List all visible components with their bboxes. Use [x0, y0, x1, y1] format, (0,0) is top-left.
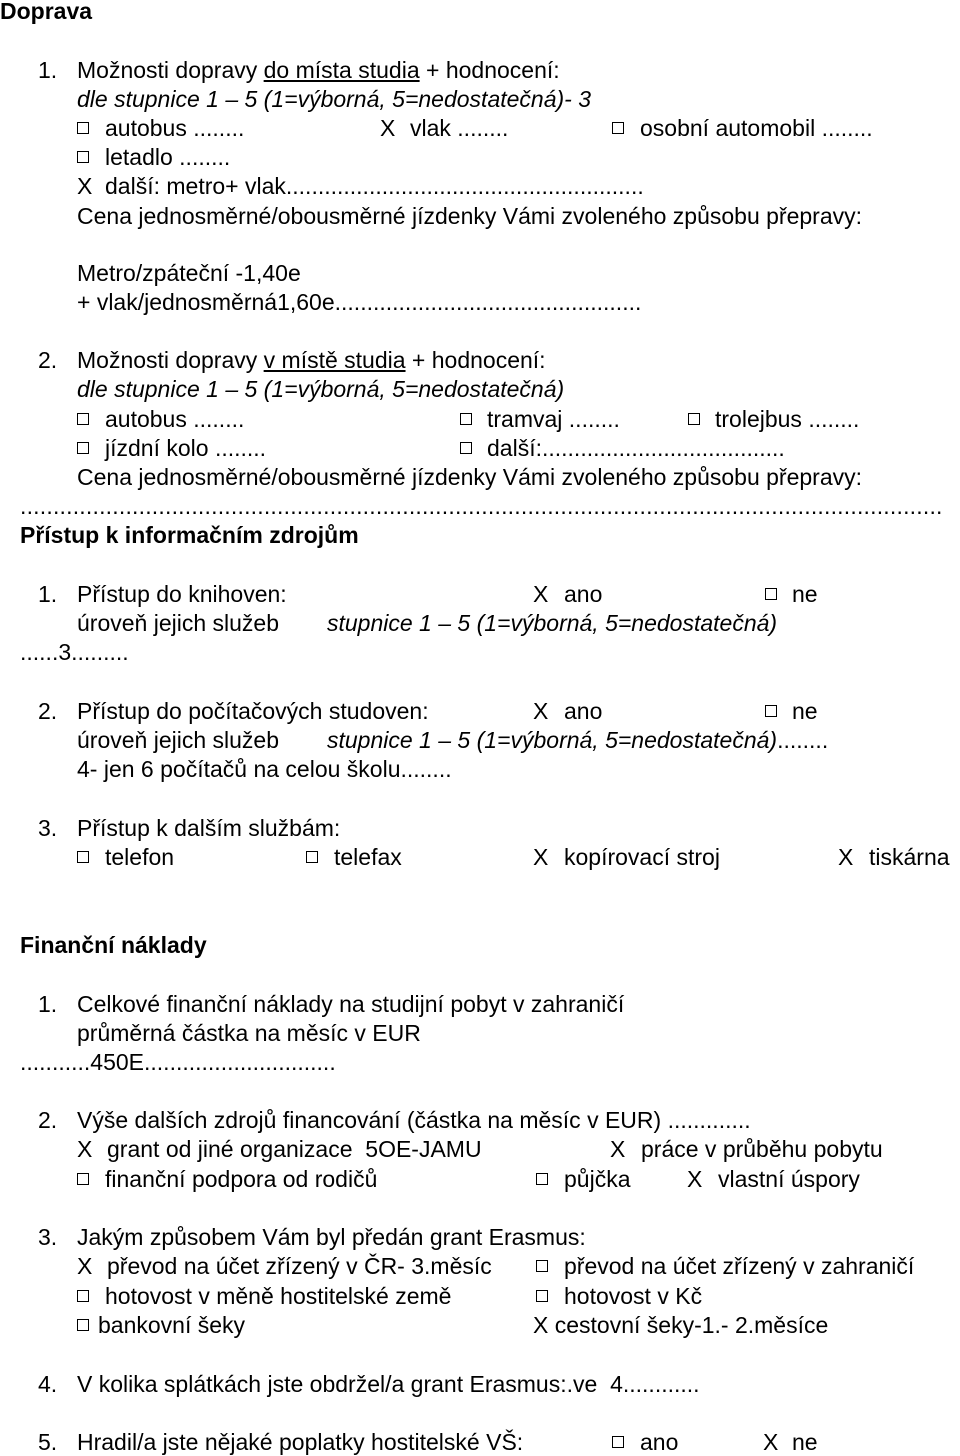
option-label: další:...................................... — [487, 435, 785, 461]
section-heading-doprava: Doprava — [0, 0, 93, 24]
option-label: telefax — [334, 844, 402, 870]
option-label: grant od jiné organizace 5OE-JAMU — [107, 1136, 482, 1162]
checkbox-hotovost-kc[interactable] — [536, 1290, 548, 1302]
question-number: 2. — [38, 347, 58, 373]
checkbox-tramvaj[interactable] — [460, 413, 472, 425]
question-number: 1. — [38, 581, 58, 607]
checkbox-bankovni-seky[interactable] — [77, 1319, 89, 1331]
question-number: 1. — [38, 57, 58, 83]
rating-scale: dle stupnice 1 – 5 (1=výborná, 5=nedostatečná)- 3 — [77, 86, 592, 112]
option-label: tiskárna — [869, 844, 950, 870]
checkbox-prevod-zahranici[interactable] — [536, 1260, 548, 1272]
option-label: vlastní úspory — [718, 1166, 860, 1192]
option-label: převod na účet zřízený v ČR- 3.měsíc — [107, 1253, 492, 1279]
rating-scale: stupnice 1 – 5 (1=výborná, 5=nedostatečná)........ — [327, 727, 829, 753]
option-label: ano — [564, 581, 603, 607]
section-heading-financni: Finanční náklady — [20, 932, 207, 958]
option-label: vlak ........ — [410, 115, 509, 141]
option-label: ano — [564, 698, 603, 724]
checkbox-osobni-automobil[interactable] — [612, 122, 624, 134]
checkbox-hotovost-zeme[interactable] — [77, 1290, 89, 1302]
question-text: Možnosti dopravy do místa studia + hodnocení: — [77, 57, 560, 83]
question-subtext: průměrná částka na měsíc v EUR — [77, 1020, 421, 1046]
question-text: Jakým způsobem Vám byl předán grant Erasmus: — [77, 1224, 586, 1250]
checkmark-x: X — [533, 581, 549, 607]
checkbox-autobus[interactable] — [77, 413, 89, 425]
section-heading-pristup: Přístup k informačním zdrojům — [20, 522, 359, 548]
question-text: Přístup k dalším službám: — [77, 815, 341, 841]
checkmark-x: X — [687, 1166, 703, 1192]
answer-text: + vlak/jednosměrná1,60e................................................ — [77, 289, 642, 315]
checkbox-jizdni-kolo[interactable] — [77, 442, 89, 454]
service-level-label: úroveň jejich služeb — [77, 727, 280, 753]
checkmark-x: X — [533, 698, 549, 724]
option-label: půjčka — [564, 1166, 631, 1192]
option-label: autobus ........ — [105, 406, 245, 432]
question-number: 1. — [38, 991, 58, 1017]
option-label: ne — [792, 581, 818, 607]
question-number: 2. — [38, 698, 58, 724]
option-label: trolejbus ........ — [715, 406, 860, 432]
option-label: tramvaj ........ — [487, 406, 620, 432]
question-text: Možnosti dopravy v místě studia + hodnocení: — [77, 347, 546, 373]
answer-text: ...........450E.............................. — [20, 1049, 336, 1075]
checkbox-ano[interactable] — [612, 1436, 624, 1448]
checkbox-letadlo[interactable] — [77, 151, 89, 163]
checkbox-telefax[interactable] — [306, 851, 318, 863]
option-label: bankovní šeky — [98, 1312, 246, 1338]
checkmark-x: X — [77, 173, 93, 199]
checkmark-x: X — [533, 844, 549, 870]
checkmark-x: X — [838, 844, 854, 870]
answer-text: Metro/zpáteční -1,40e — [77, 260, 301, 286]
service-level-label: úroveň jejich služeb — [77, 610, 280, 636]
option-label: práce v průběhu pobytu — [641, 1136, 883, 1162]
question-text: Celkové finanční náklady na studijní pobyt v zahraničí — [77, 991, 625, 1017]
checkbox-dalsi[interactable] — [460, 442, 472, 454]
option-label: kopírovací stroj — [564, 844, 720, 870]
question-number: 3. — [38, 1224, 58, 1250]
option-label: autobus ........ — [105, 115, 245, 141]
checkbox-pujcka[interactable] — [536, 1173, 548, 1185]
checkbox-financni-podpora[interactable] — [77, 1173, 89, 1185]
question-text: Hradil/a jste nějaké poplatky hostitelské VŠ: — [77, 1429, 524, 1455]
option-label: převod na účet zřízený v zahraničí — [564, 1253, 915, 1279]
checkbox-ne[interactable] — [765, 588, 777, 600]
checkmark-x: X — [610, 1136, 626, 1162]
checkbox-autobus[interactable] — [77, 122, 89, 134]
option-label: jízdní kolo ........ — [105, 435, 267, 461]
question-number: 2. — [38, 1107, 58, 1133]
option-label: ne — [792, 698, 818, 724]
checkbox-ne[interactable] — [765, 705, 777, 717]
answer-text: 4- jen 6 počítačů na celou školu........ — [77, 756, 452, 782]
option-label: hotovost v měně hostitelské země — [105, 1283, 452, 1309]
checkmark-x: X — [380, 115, 396, 141]
option-label: X cestovní šeky-1.- 2.měsíce — [533, 1312, 829, 1338]
price-question: Cena jednosměrné/obousměrné jízdenky Vámi zvoleného způsobu přepravy: — [77, 203, 863, 229]
option-label: osobní automobil ........ — [640, 115, 873, 141]
price-question: Cena jednosměrné/obousměrné jízdenky Vámi zvoleného způsobu přepravy: — [77, 464, 863, 490]
option-label: další: metro+ vlak........................................................ — [105, 173, 644, 199]
answer-dots: ............................................................................................................................................ — [20, 493, 943, 519]
question-number: 3. — [38, 815, 58, 841]
question-number: 5. — [38, 1429, 58, 1455]
question-text: Výše dalších zdrojů financování (částka na měsíc v EUR) ............. — [77, 1107, 751, 1133]
checkbox-trolejbus[interactable] — [688, 413, 700, 425]
checkmark-x: X — [763, 1429, 779, 1455]
checkbox-telefon[interactable] — [77, 851, 89, 863]
option-label: ne — [792, 1429, 818, 1455]
question-text: V kolika splátkách jste obdržel/a grant Erasmus:.ve 4............ — [77, 1371, 700, 1397]
question-text: Přístup do počítačových studoven: — [77, 698, 429, 724]
option-label: telefon — [105, 844, 175, 870]
rating-scale: dle stupnice 1 – 5 (1=výborná, 5=nedostatečná) — [77, 376, 565, 402]
rating-scale: stupnice 1 – 5 (1=výborná, 5=nedostatečná) — [327, 610, 778, 636]
checkmark-x: X — [77, 1253, 93, 1279]
option-label: letadlo ........ — [105, 144, 231, 170]
checkmark-x: X — [77, 1136, 93, 1162]
question-number: 4. — [38, 1371, 58, 1397]
answer-text: ......3......... — [20, 639, 129, 665]
option-label: hotovost v Kč — [564, 1283, 703, 1309]
option-label: finanční podpora od rodičů — [105, 1166, 378, 1192]
question-text: Přístup do knihoven: — [77, 581, 287, 607]
option-label: ano — [640, 1429, 679, 1455]
